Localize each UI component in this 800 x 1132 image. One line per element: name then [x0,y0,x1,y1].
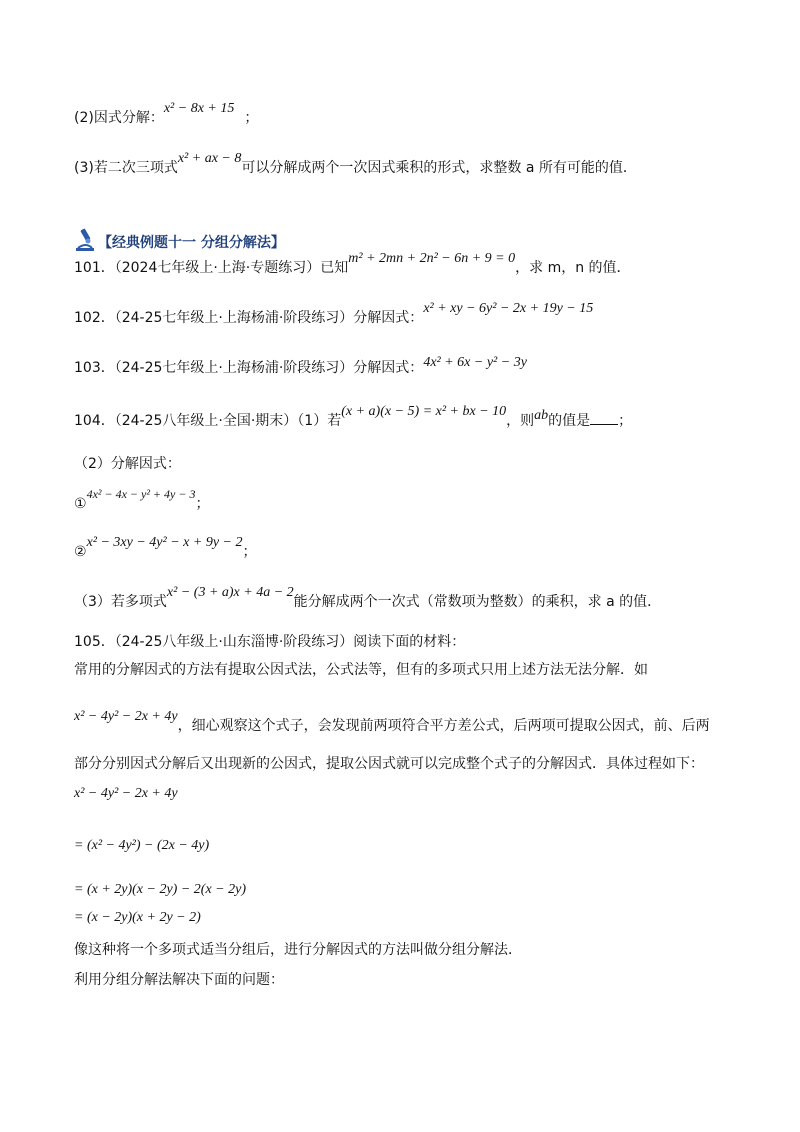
part2-suffix: ； [244,110,259,126]
section-title: 【经典例题十一 分组分解法】 [98,235,285,251]
part3-line [74,151,637,179]
circled-one: ① [74,496,87,512]
answer-blank [590,410,618,425]
microscope-icon [74,228,96,256]
q105-paragraph-3 [74,754,704,774]
q104-ab: ab [534,408,549,423]
q104-item1-expression: 4x² − 4x − y² + 4y − 3 [86,487,196,501]
q105-paragraph-4 [74,940,522,960]
q104-part2-label: （2）分解因式： [74,456,181,472]
q104-mid: ，则 [506,413,535,429]
q105-p2-text: ，细心观察这个式子，会发现前两项符合平方差公式，后两项可提取公因式，前、后两 [177,718,710,734]
q104-part3-suffix: 能分解成两个一次式（常数项为整数）的乘积，求 a 的值． [293,594,662,610]
q104-item1-suffix: ； [195,496,210,512]
q105-step-1: x² − 4y² − 2x + 4y [74,786,178,801]
q104-item2 [74,535,257,563]
q104-item2-suffix: ； [242,544,257,560]
q104-prefix: 104．（24-25八年级上·全国·期末）（1）若 [74,413,342,429]
q101-suffix: ，求 m，n 的值． [515,260,631,276]
q103-expression: 4x² + 6x − y² − 3y [423,355,527,370]
q101-expression: m² + 2mn + 2n² − 6n + 9 = 0 [348,251,516,266]
question-104 [74,404,633,432]
part3-suffix: 可以分解成两个一次因式乘积的形式，求整数 a 所有可能的值． [241,160,637,176]
q104-part3-prefix: （3）若多项式 [74,594,167,610]
q104-part3-expression: x² − (3 + a)x + 4a − 2 [166,585,294,600]
q105-step-2: = (x² − 4y²) − (2x − 4y) [74,838,210,853]
question-105 [74,632,465,652]
q105-p2-expression: x² − 4y² − 2x + 4y [74,709,178,724]
part2-line [74,101,259,129]
q104-item2-expression: x² − 3xy − 4y² − x + 9y − 2 [86,535,243,550]
part2-label: (2)因式分解： [74,110,164,126]
circled-two: ② [74,544,87,560]
q104-part2 [74,454,181,474]
q104-expression: (x + a)(x − 5) = x² + bx − 10 [341,404,507,419]
q105-heading: 105．（24-25八年级上·山东淄博·阶段练习）阅读下面的材料： [74,634,466,650]
q105-p3-text: 部分分别因式分解后又出现新的公因式，提取公因式就可以完成整个式子的分解因式．具体过程如下： [74,756,704,772]
part2-expression: x² − 8x + 15 [163,101,235,116]
q105-p1-text: 常用的分解因式的方法有提取公因式法，公式法等，但有的多项式只用上述方法无法分解．如 [74,662,648,678]
section-heading [74,228,285,256]
q102-prefix: 102．（24-25七年级上·上海杨浦·阶段练习）分解因式： [74,310,424,326]
q105-p4-text: 像这种将一个多项式适当分组后，进行分解因式的方法叫做分组分解法． [74,942,522,958]
q105-paragraph-1 [74,660,648,680]
part3-label: (3)若二次三项式 [74,160,178,176]
part3-expression: x² + ax − 8 [177,151,242,166]
q105-step-3: = (x + 2y)(x − 2y) − 2(x − 2y) [74,882,246,897]
q104-end: ； [618,413,633,429]
q104-item1 [74,487,210,514]
q105-step-4: = (x − 2y)(x + 2y − 2) [74,910,201,925]
q105-p5-text: 利用分组分解法解决下面的问题： [74,972,284,988]
q101-prefix: 101．（2024七年级上·上海·专题练习）已知 [74,260,349,276]
q104-part3 [74,585,662,613]
q105-paragraph-5 [74,970,284,990]
question-103 [74,355,527,379]
question-101 [74,251,631,279]
q105-paragraph-2 [74,709,710,737]
q104-suffix: 的值是 [548,413,591,429]
question-102 [74,301,594,329]
q103-prefix: 103．（24-25七年级上·上海杨浦·阶段练习）分解因式： [74,360,424,376]
q102-expression: x² + xy − 6y² − 2x + 19y − 15 [423,301,594,316]
